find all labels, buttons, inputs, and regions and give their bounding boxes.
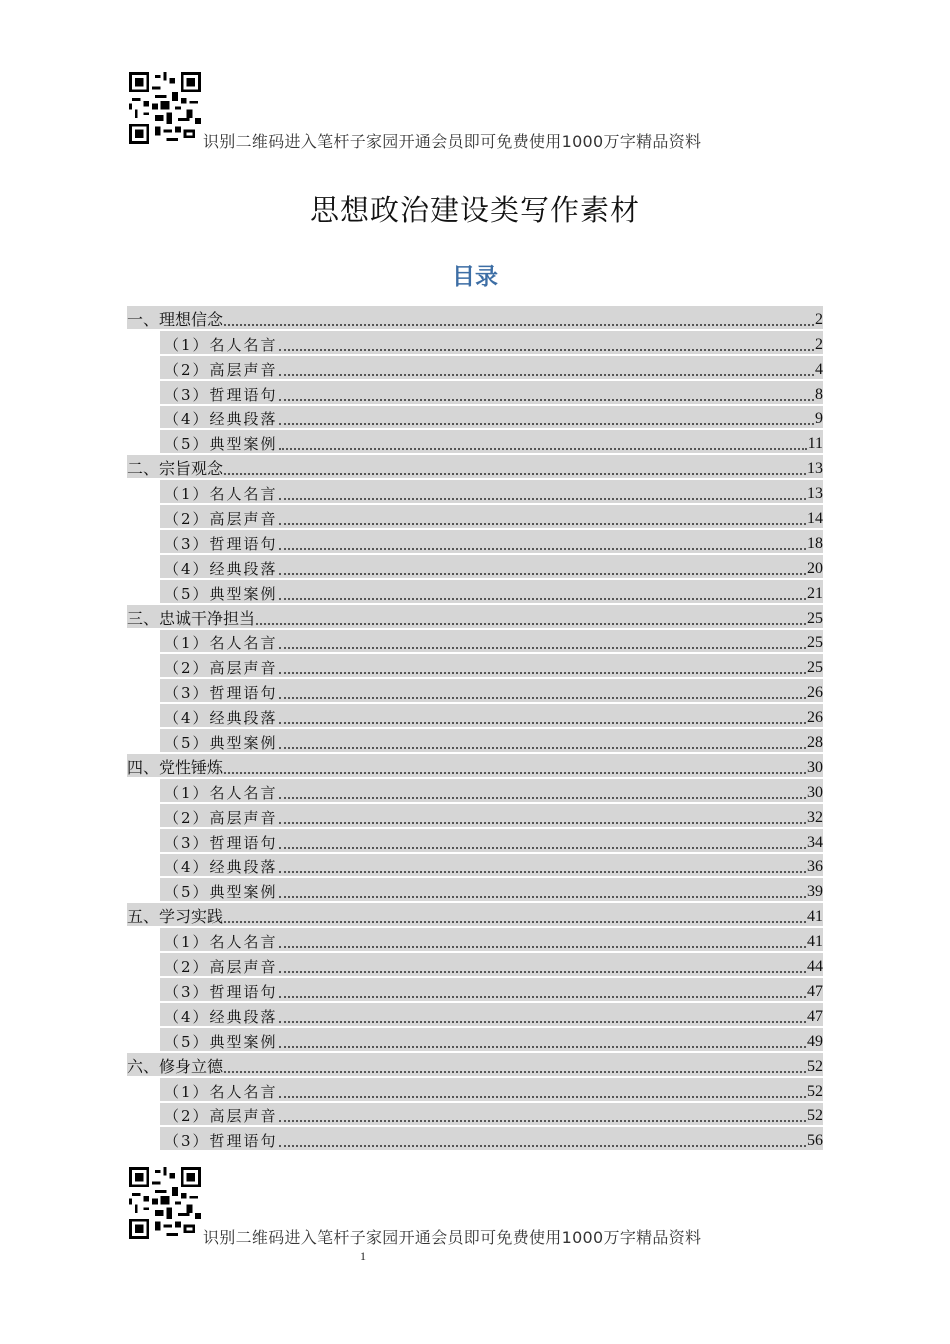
toc-entry-page: 52 bbox=[807, 1107, 823, 1125]
dot-leader bbox=[224, 323, 814, 326]
toc-entry-label: 五、学习实践 bbox=[127, 907, 224, 927]
toc-entry-label: （2）高层声音 bbox=[164, 510, 278, 529]
dot-leader bbox=[279, 646, 806, 649]
dot-leader bbox=[279, 846, 806, 849]
toc-entry-label: （1）名人名言 bbox=[164, 485, 278, 504]
dot-leader bbox=[279, 671, 806, 674]
dot-leader bbox=[279, 1119, 806, 1122]
dot-leader bbox=[279, 447, 807, 450]
toc-entry-page: 52 bbox=[807, 1082, 823, 1100]
dot-leader bbox=[256, 622, 806, 625]
toc-subsection-entry[interactable] bbox=[127, 1027, 823, 1052]
toc-entry-label: （3）哲理语句 bbox=[164, 1132, 278, 1151]
toc-entry-page: 18 bbox=[807, 534, 823, 552]
toc-entry-page: 13 bbox=[807, 460, 823, 478]
toc-subsection-entry[interactable] bbox=[127, 429, 823, 454]
dot-leader bbox=[279, 373, 814, 376]
toc-subsection-entry[interactable] bbox=[127, 678, 823, 703]
toc-subsection-entry[interactable] bbox=[127, 1102, 823, 1127]
toc-entry-page: 41 bbox=[807, 908, 823, 926]
toc-entry-label: （1）名人名言 bbox=[164, 933, 278, 952]
toc-heading: 目录 bbox=[452, 263, 498, 290]
toc-entry-page: 14 bbox=[807, 510, 823, 528]
toc-subsection-entry[interactable] bbox=[127, 380, 823, 405]
toc-subsection-entry[interactable] bbox=[127, 653, 823, 678]
dot-leader bbox=[279, 547, 806, 550]
dot-leader bbox=[279, 572, 806, 575]
toc-subsection-entry[interactable] bbox=[127, 803, 823, 828]
toc-section-entry[interactable] bbox=[127, 305, 823, 330]
toc-entry-page: 11 bbox=[807, 435, 823, 453]
dot-leader bbox=[279, 970, 806, 973]
dot-leader bbox=[224, 472, 806, 475]
toc-subsection-entry[interactable] bbox=[127, 554, 823, 579]
toc-entry-label: （4）经典段落 bbox=[164, 709, 278, 728]
toc-entry-label: （4）经典段落 bbox=[164, 410, 278, 429]
dot-leader bbox=[279, 1095, 806, 1098]
dot-leader bbox=[279, 746, 806, 749]
dot-leader bbox=[279, 696, 806, 699]
toc-entry-page: 47 bbox=[807, 982, 823, 1000]
toc-entry-page: 30 bbox=[807, 758, 823, 776]
toc-entry-page: 47 bbox=[807, 1007, 823, 1025]
toc-entry-label: （1）名人名言 bbox=[164, 335, 278, 354]
toc-subsection-entry[interactable] bbox=[127, 1077, 823, 1102]
toc-entry-label: （3）哲理语句 bbox=[164, 534, 278, 553]
dot-leader bbox=[279, 895, 806, 898]
toc-entry-label: 二、宗旨观念 bbox=[127, 459, 224, 479]
toc-entry-label: （5）典型案例 bbox=[164, 883, 278, 902]
toc-subsection-entry[interactable] bbox=[127, 529, 823, 554]
toc-subsection-entry[interactable] bbox=[127, 1002, 823, 1027]
toc-subsection-entry[interactable] bbox=[127, 952, 823, 977]
toc-subsection-entry[interactable] bbox=[127, 579, 823, 604]
dot-leader bbox=[279, 796, 806, 799]
toc-entry-page: 21 bbox=[807, 584, 823, 602]
toc-entry-page: 4 bbox=[815, 360, 823, 378]
toc-entry-label: （3）哲理语句 bbox=[164, 833, 278, 852]
toc-subsection-entry[interactable] bbox=[127, 877, 823, 902]
toc-subsection-entry[interactable] bbox=[127, 853, 823, 878]
toc-entry-page: 2 bbox=[815, 335, 823, 353]
toc-entry-label: （2）高层声音 bbox=[164, 659, 278, 678]
toc-entry-label: 三、忠诚干净担当 bbox=[127, 608, 256, 628]
dot-leader bbox=[279, 1144, 806, 1147]
toc-subsection-entry[interactable] bbox=[127, 1126, 823, 1151]
toc-entry-label: （3）哲理语句 bbox=[164, 982, 278, 1001]
toc-subsection-entry[interactable] bbox=[127, 330, 823, 355]
toc-entry-page: 25 bbox=[807, 634, 823, 652]
toc-entry-label: （2）高层声音 bbox=[164, 808, 278, 827]
dot-leader bbox=[279, 522, 806, 525]
page-number: 1 bbox=[360, 1249, 366, 1263]
toc-entry-page: 25 bbox=[807, 659, 823, 677]
toc-entry-page: 9 bbox=[815, 410, 823, 428]
toc-section-entry[interactable] bbox=[127, 454, 823, 479]
dot-leader bbox=[224, 771, 806, 774]
toc-entry-label: （4）经典段落 bbox=[164, 559, 278, 578]
toc-entry-label: （2）高层声音 bbox=[164, 360, 278, 379]
toc-subsection-entry[interactable] bbox=[127, 504, 823, 529]
toc-entry-label: （2）高层声音 bbox=[164, 958, 278, 977]
toc-entry-page: 28 bbox=[807, 734, 823, 752]
toc-subsection-entry[interactable] bbox=[127, 355, 823, 380]
dot-leader bbox=[224, 1070, 806, 1073]
toc-subsection-entry[interactable] bbox=[127, 629, 823, 654]
toc-entry-page: 44 bbox=[807, 958, 823, 976]
toc-entry-label: （3）哲理语句 bbox=[164, 684, 278, 703]
toc-subsection-entry[interactable] bbox=[127, 828, 823, 853]
toc-entry-page: 13 bbox=[807, 485, 823, 503]
dot-leader bbox=[279, 945, 806, 948]
toc-entry-page: 39 bbox=[807, 883, 823, 901]
toc-section-entry[interactable] bbox=[127, 604, 823, 629]
toc-entry-label: （4）经典段落 bbox=[164, 1007, 278, 1026]
dot-leader bbox=[279, 1045, 806, 1048]
toc-entry-label: （5）典型案例 bbox=[164, 435, 278, 454]
dot-leader bbox=[279, 1020, 806, 1023]
toc-subsection-entry[interactable] bbox=[127, 728, 823, 753]
toc-entry-page: 8 bbox=[815, 385, 823, 403]
toc-entry-label: （3）哲理语句 bbox=[164, 385, 278, 404]
dot-leader bbox=[279, 597, 806, 600]
dot-leader bbox=[279, 497, 806, 500]
toc-section-entry[interactable] bbox=[127, 1052, 823, 1077]
toc-entry-label: （2）高层声音 bbox=[164, 1107, 278, 1126]
dot-leader bbox=[279, 422, 814, 425]
toc-entry-label: （5）典型案例 bbox=[164, 584, 278, 603]
toc-entry-label: 一、理想信念 bbox=[127, 309, 224, 329]
toc-subsection-entry[interactable] bbox=[127, 479, 823, 504]
toc-entry-page: 56 bbox=[807, 1132, 823, 1150]
toc-entry-page: 49 bbox=[807, 1032, 823, 1050]
toc-entry-page: 26 bbox=[807, 709, 823, 727]
toc-subsection-entry[interactable] bbox=[127, 927, 823, 952]
toc-entry-page: 41 bbox=[807, 933, 823, 951]
toc-entry-label: （1）名人名言 bbox=[164, 1082, 278, 1101]
toc-section-entry[interactable] bbox=[127, 753, 823, 778]
toc-entry-page: 2 bbox=[815, 310, 823, 328]
dot-leader bbox=[224, 920, 806, 923]
toc-subsection-entry[interactable] bbox=[127, 778, 823, 803]
qr-code-icon-top bbox=[129, 72, 201, 144]
dot-leader bbox=[279, 398, 814, 401]
dot-leader bbox=[279, 870, 806, 873]
toc-subsection-entry[interactable] bbox=[127, 977, 823, 1002]
qr-code-icon-bottom bbox=[129, 1167, 201, 1239]
toc-entry-page: 30 bbox=[807, 783, 823, 801]
table-of-contents bbox=[127, 305, 823, 1151]
toc-entry-page: 34 bbox=[807, 833, 823, 851]
toc-subsection-entry[interactable] bbox=[127, 703, 823, 728]
dot-leader bbox=[279, 348, 814, 351]
dot-leader bbox=[279, 995, 806, 998]
toc-entry-label: （1）名人名言 bbox=[164, 783, 278, 802]
toc-entry-page: 20 bbox=[807, 559, 823, 577]
promo-text-top: 识别二维码进入笔杆子家园开通会员即可免费使用1000万字精品资料 bbox=[203, 132, 702, 151]
toc-entry-page: 32 bbox=[807, 808, 823, 826]
dot-leader bbox=[279, 821, 806, 824]
toc-entry-label: （5）典型案例 bbox=[164, 1032, 278, 1051]
toc-subsection-entry[interactable] bbox=[127, 405, 823, 430]
toc-entry-label: 六、修身立德 bbox=[127, 1056, 224, 1076]
toc-entry-page: 26 bbox=[807, 684, 823, 702]
toc-entry-label: 四、党性锤炼 bbox=[127, 757, 224, 777]
toc-entry-page: 52 bbox=[807, 1057, 823, 1075]
dot-leader bbox=[279, 721, 806, 724]
toc-section-entry[interactable] bbox=[127, 902, 823, 927]
toc-entry-page: 36 bbox=[807, 858, 823, 876]
promo-text-bottom: 识别二维码进入笔杆子家园开通会员即可免费使用1000万字精品资料 bbox=[203, 1228, 702, 1247]
toc-entry-label: （1）名人名言 bbox=[164, 634, 278, 653]
toc-entry-label: （4）经典段落 bbox=[164, 858, 278, 877]
document-title: 思想政治建设类写作素材 bbox=[309, 193, 640, 227]
toc-entry-label: （5）典型案例 bbox=[164, 734, 278, 753]
toc-entry-page: 25 bbox=[807, 609, 823, 627]
